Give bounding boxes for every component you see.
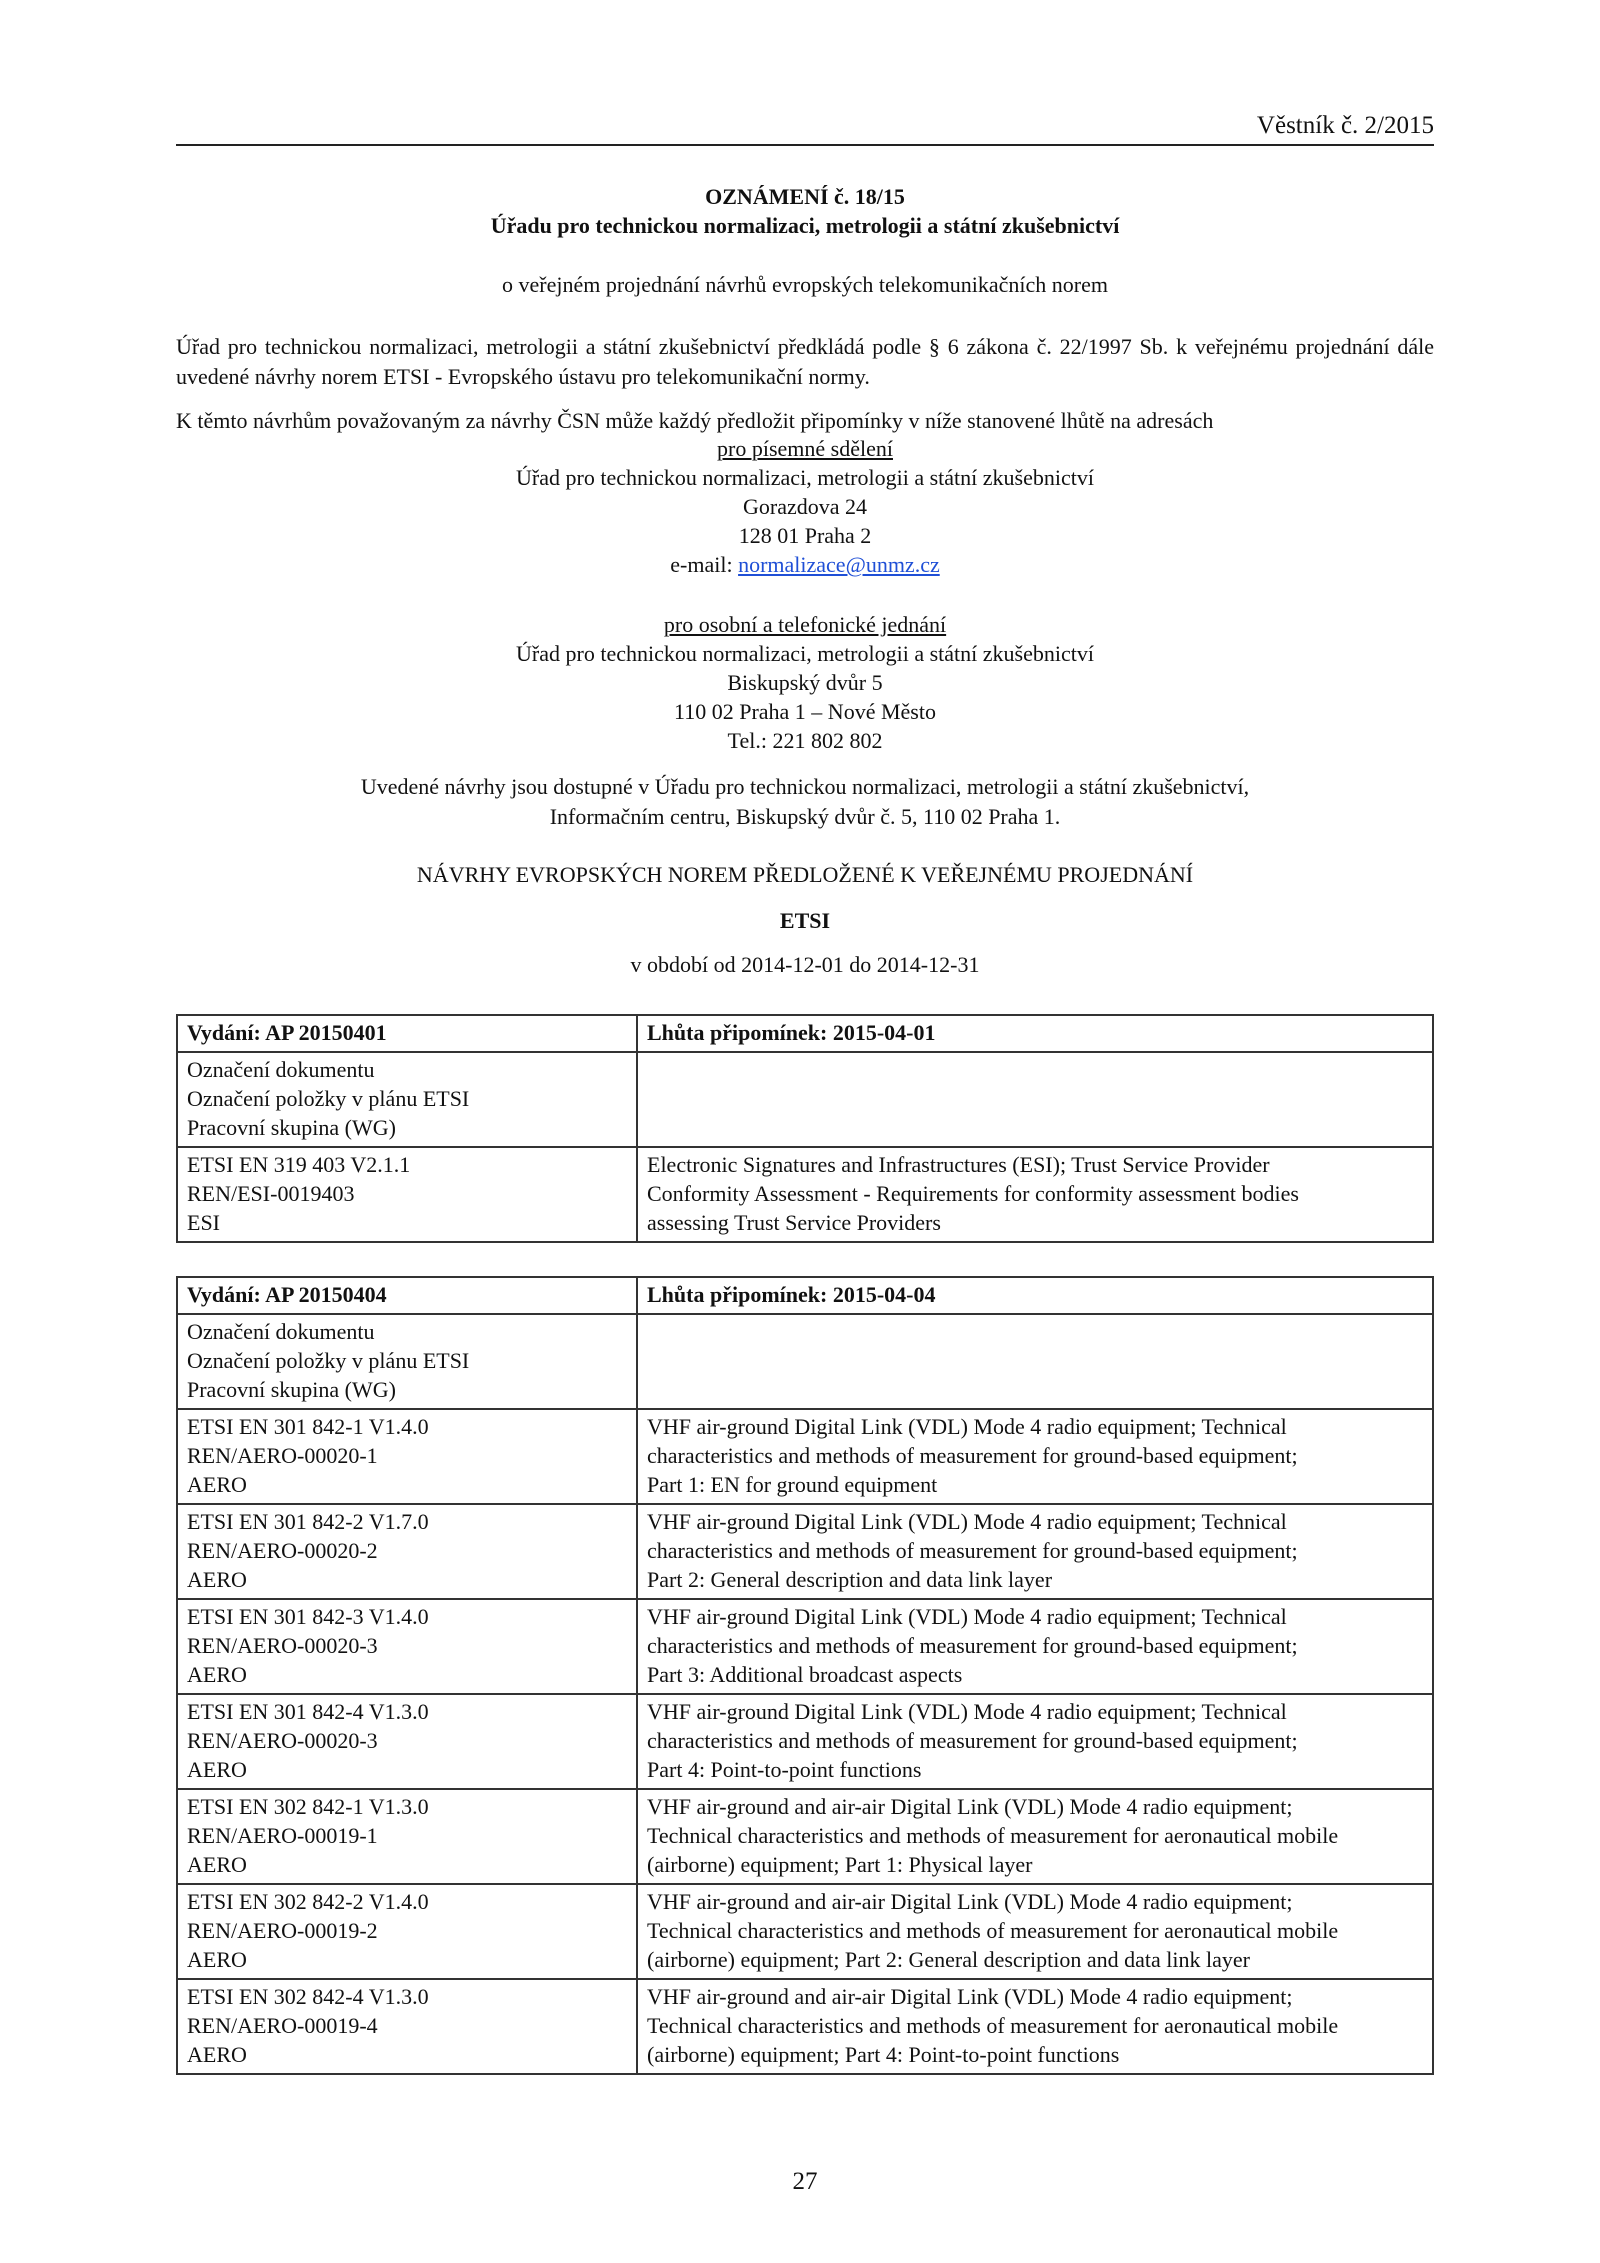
- standard-title-cell: [637, 1979, 1433, 2074]
- standard-number: ETSI EN 301 842-3 V1.4.0: [187, 1604, 429, 1629]
- header-rule: [176, 144, 1434, 146]
- standard-number: ETSI EN 301 842-2 V1.7.0: [187, 1509, 429, 1534]
- standards-table-2: [176, 1276, 1434, 2075]
- deadline-cell: Lhůta připomínek: 2015-04-01: [637, 1015, 1433, 1052]
- title-line: Technical characteristics and methods of measurement for aeronautical mobile: [647, 2013, 1339, 2038]
- written-address-block: [176, 434, 1434, 579]
- personal-address-org: Úřad pro technickou normalizaci, metrologii a státní zkušebnictví: [516, 641, 1094, 666]
- title-line: Technical characteristics and methods of measurement for aeronautical mobile: [647, 1823, 1339, 1848]
- work-item: REN/AERO-00020-2: [187, 1538, 378, 1563]
- working-group: AERO: [187, 1662, 247, 1687]
- table-row: [177, 1147, 1433, 1242]
- page-number: 27: [792, 2168, 818, 2195]
- work-item: REN/AERO-00020-3: [187, 1728, 378, 1753]
- personal-address-phone: Tel.: 221 802 802: [727, 728, 883, 753]
- notice-issuer: Úřadu pro technickou normalizaci, metrologii a státní zkušebnictví: [490, 213, 1120, 238]
- journal-header: Věstník č. 2/2015: [1256, 112, 1434, 139]
- standard-number: ETSI EN 302 842-2 V1.4.0: [187, 1889, 429, 1914]
- table-header-row: [177, 1015, 1433, 1052]
- standard-title-cell: [637, 1504, 1433, 1599]
- personal-address-street: Biskupský dvůr 5: [727, 670, 883, 695]
- legend-line: Pracovní skupina (WG): [187, 1377, 396, 1402]
- legend-line: Označení dokumentu: [187, 1319, 375, 1344]
- email-label: e-mail:: [670, 552, 739, 577]
- written-address-heading: pro písemné sdělení: [717, 436, 893, 461]
- availability-line-2: Informačním centru, Biskupský dvůr č. 5, 110 02 Praha 1.: [549, 804, 1061, 829]
- standard-id-cell: [177, 1694, 637, 1789]
- comments-paragraph: K těmto návrhům považovaným za návrhy ČSN může každý předložit připomínky v níže stanovené lhůtě na adresách: [176, 408, 1214, 433]
- standard-id-cell: [177, 1979, 637, 2074]
- personal-address-city: 110 02 Praha 1 – Nové Město: [674, 699, 936, 724]
- title-line: Part 2: General description and data link layer: [647, 1567, 1053, 1592]
- table-legend-row: [177, 1314, 1433, 1409]
- title-line: Electronic Signatures and Infrastructures (ESI); Trust Service Provider: [647, 1152, 1270, 1177]
- standard-number: ETSI EN 302 842-1 V1.3.0: [187, 1794, 429, 1819]
- table-row: [177, 1884, 1433, 1979]
- section-org: ETSI: [779, 908, 831, 933]
- personal-address-block: [176, 610, 1434, 755]
- table-header-row: [177, 1277, 1433, 1314]
- notice-number: OZNÁMENÍ č. 18/15: [705, 184, 905, 209]
- table-legend-row: [177, 1052, 1433, 1147]
- title-line: VHF air-ground and air-air Digital Link (VDL) Mode 4 radio equipment;: [647, 1984, 1293, 2009]
- legend-line: Označení položky v plánu ETSI: [187, 1348, 470, 1373]
- work-item: REN/AERO-00019-4: [187, 2013, 378, 2038]
- intro-paragraph: Úřad pro technickou normalizaci, metrologii a státní zkušebnictví předkládá podle § 6 zákona č. 22/1997 Sb. k veřejnému projednání dále uvedené návrhy norem ETSI - Evropského ústavu pro telekomunikační normy.: [176, 334, 1434, 389]
- title-line: characteristics and methods of measurement for ground-based equipment;: [647, 1538, 1298, 1563]
- standard-id-cell: [177, 1599, 637, 1694]
- title-line: characteristics and methods of measurement for ground-based equipment;: [647, 1728, 1298, 1753]
- legend-empty-cell: [637, 1314, 1433, 1409]
- working-group: ESI: [187, 1210, 220, 1235]
- working-group: AERO: [187, 1567, 247, 1592]
- title-line: VHF air-ground Digital Link (VDL) Mode 4 radio equipment; Technical: [647, 1604, 1287, 1629]
- work-item: REN/AERO-00020-1: [187, 1443, 378, 1468]
- standard-title-cell: [637, 1599, 1433, 1694]
- title-line: VHF air-ground Digital Link (VDL) Mode 4 radio equipment; Technical: [647, 1414, 1287, 1439]
- written-address-org: Úřad pro technickou normalizaci, metrologii a státní zkušebnictví: [516, 465, 1094, 490]
- standard-title-cell: [637, 1409, 1433, 1504]
- issue-cell: Vydání: AP 20150404: [177, 1277, 637, 1314]
- legend-empty-cell: [637, 1052, 1433, 1147]
- title-line: Part 1: EN for ground equipment: [647, 1472, 938, 1497]
- standard-title-cell: [637, 1884, 1433, 1979]
- title-line: Part 4: Point-to-point functions: [647, 1757, 922, 1782]
- work-item: REN/AERO-00019-2: [187, 1918, 378, 1943]
- title-line: Part 3: Additional broadcast aspects: [647, 1662, 963, 1687]
- work-item: REN/ESI-0019403: [187, 1181, 355, 1206]
- availability-note: [176, 772, 1434, 832]
- deadline-cell: Lhůta připomínek: 2015-04-04: [637, 1277, 1433, 1314]
- standard-title-cell: [637, 1147, 1433, 1242]
- table-row: [177, 1789, 1433, 1884]
- table-row: [177, 1694, 1433, 1789]
- table-row: [177, 1979, 1433, 2074]
- title-line: (airborne) equipment; Part 2: General description and data link layer: [647, 1947, 1250, 1972]
- work-item: REN/AERO-00020-3: [187, 1633, 378, 1658]
- standard-number: ETSI EN 319 403 V2.1.1: [187, 1152, 411, 1177]
- standard-id-cell: [177, 1884, 637, 1979]
- working-group: AERO: [187, 2042, 247, 2067]
- table-row: [177, 1599, 1433, 1694]
- working-group: AERO: [187, 1852, 247, 1877]
- standard-id-cell: [177, 1504, 637, 1599]
- standard-id-cell: [177, 1409, 637, 1504]
- notice-subtitle: o veřejném projednání návrhů evropských telekomunikačních norem: [501, 272, 1109, 297]
- title-line: Conformity Assessment - Requirements for conformity assessment bodies: [647, 1181, 1299, 1206]
- table-row: [177, 1504, 1433, 1599]
- legend-line: Pracovní skupina (WG): [187, 1115, 396, 1140]
- legend-cell: [177, 1052, 637, 1147]
- title-line: (airborne) equipment; Part 1: Physical layer: [647, 1852, 1033, 1877]
- title-line: VHF air-ground Digital Link (VDL) Mode 4 radio equipment; Technical: [647, 1509, 1287, 1534]
- working-group: AERO: [187, 1757, 247, 1782]
- written-address-city: 128 01 Praha 2: [738, 523, 872, 548]
- personal-address-heading: pro osobní a telefonické jednání: [663, 612, 947, 637]
- standard-id-cell: [177, 1789, 637, 1884]
- working-group: AERO: [187, 1947, 247, 1972]
- title-line: Technical characteristics and methods of measurement for aeronautical mobile: [647, 1918, 1339, 1943]
- standard-number: ETSI EN 302 842-4 V1.3.0: [187, 1984, 429, 2009]
- work-item: REN/AERO-00019-1: [187, 1823, 378, 1848]
- standard-title-cell: [637, 1789, 1433, 1884]
- title-line: VHF air-ground and air-air Digital Link (VDL) Mode 4 radio equipment;: [647, 1794, 1293, 1819]
- standard-title-cell: [637, 1694, 1433, 1789]
- section-heading: NÁVRHY EVROPSKÝCH NOREM PŘEDLOŽENÉ K VEŘEJNÉMU PROJEDNÁNÍ: [416, 862, 1194, 887]
- title-line: VHF air-ground and air-air Digital Link (VDL) Mode 4 radio equipment;: [647, 1889, 1293, 1914]
- legend-line: Označení dokumentu: [187, 1057, 375, 1082]
- standard-number: ETSI EN 301 842-1 V1.4.0: [187, 1414, 429, 1439]
- section-period: v období od 2014-12-01 do 2014-12-31: [630, 952, 980, 977]
- title-line: VHF air-ground Digital Link (VDL) Mode 4 radio equipment; Technical: [647, 1699, 1287, 1724]
- standards-table-1: [176, 1014, 1434, 1243]
- legend-cell: [177, 1314, 637, 1409]
- availability-line-1: Uvedené návrhy jsou dostupné v Úřadu pro technickou normalizaci, metrologii a státní zkušebnictví,: [360, 774, 1250, 799]
- title-line: characteristics and methods of measurement for ground-based equipment;: [647, 1633, 1298, 1658]
- written-address-street: Gorazdova 24: [742, 494, 867, 519]
- title-line: assessing Trust Service Providers: [647, 1210, 941, 1235]
- standard-number: ETSI EN 301 842-4 V1.3.0: [187, 1699, 429, 1724]
- legend-line: Označení položky v plánu ETSI: [187, 1086, 470, 1111]
- issue-cell: Vydání: AP 20150401: [177, 1015, 637, 1052]
- working-group: AERO: [187, 1472, 247, 1497]
- table-row: [177, 1409, 1433, 1504]
- title-line: characteristics and methods of measurement for ground-based equipment;: [647, 1443, 1298, 1468]
- email-line: [176, 550, 1434, 579]
- title-line: (airborne) equipment; Part 4: Point-to-point functions: [647, 2042, 1120, 2067]
- email-link[interactable]: normalizace@unmz.cz: [738, 552, 940, 577]
- standard-id-cell: [177, 1147, 637, 1242]
